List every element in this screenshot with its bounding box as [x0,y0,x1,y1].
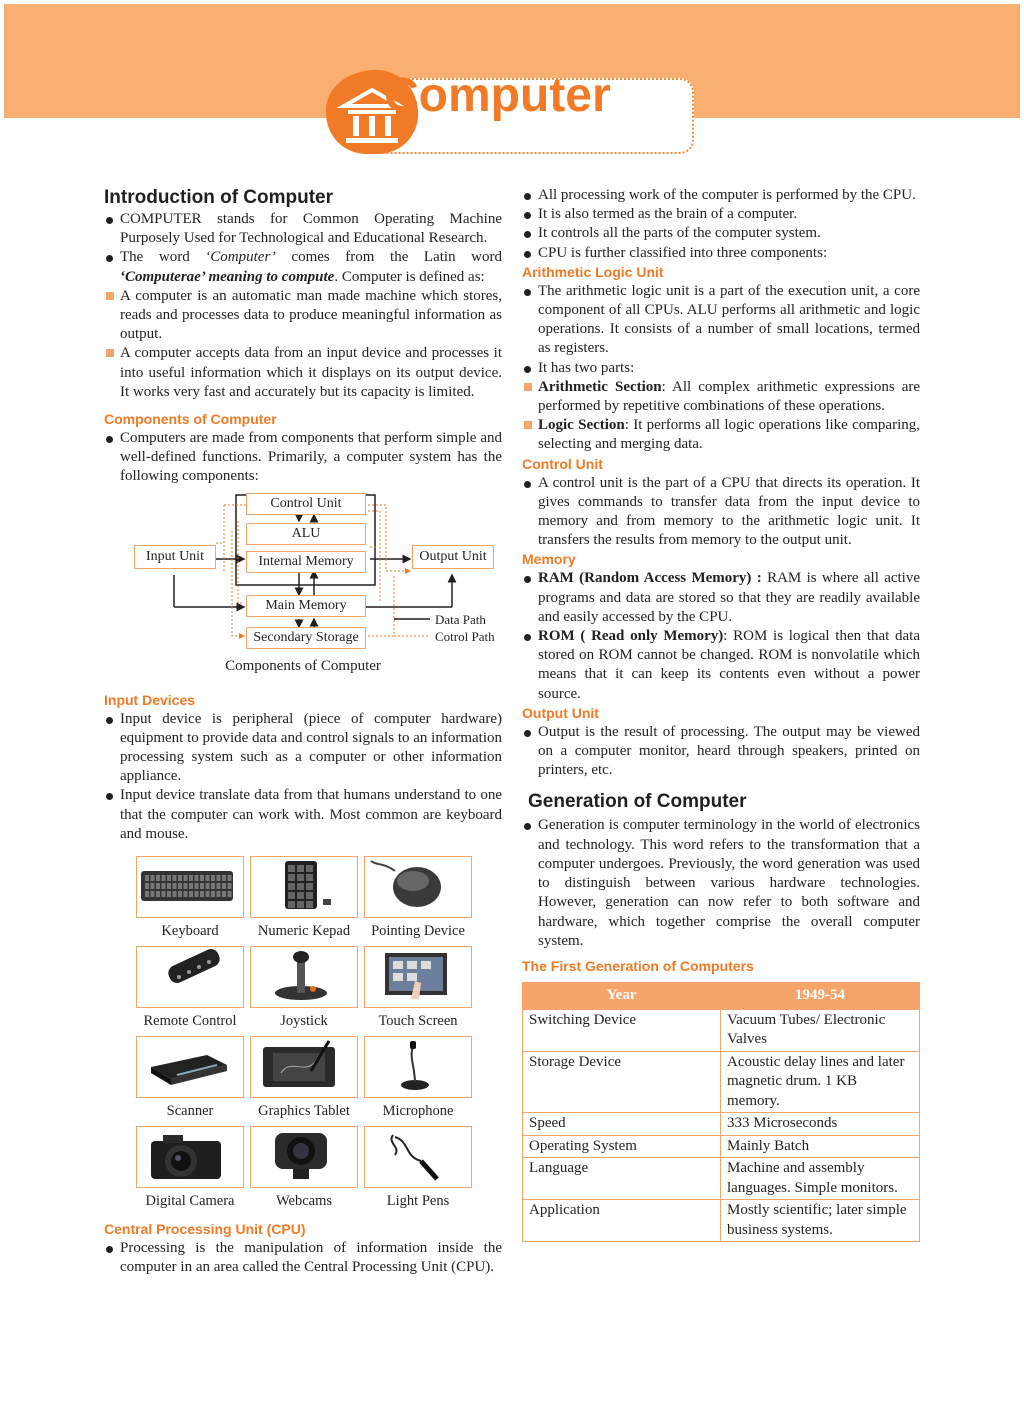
keyboard-icon [136,856,244,918]
text: RAM is where all active programs and data are stored so that they are readily available and easily accessed by the CPU. [538,570,920,625]
device-item [250,856,358,942]
cpu-heading: Central Processing Unit (CPU) [104,1221,306,1238]
text-bold: Logic Section [538,417,625,434]
table-cell-attribute: Language [523,1158,721,1200]
text-italic: ‘Computer’ [205,249,276,266]
main-memory-box: Main Memory [246,595,366,617]
device-item [136,856,244,942]
device-label: Pointing Device [371,923,465,940]
device-item [364,1036,472,1122]
camera-icon [136,1126,244,1188]
device-item [136,946,244,1032]
mouse-icon [364,856,472,918]
components-heading: Components of Computer [104,411,277,428]
table-cell-attribute: Storage Device [523,1051,721,1113]
table-row [523,1158,920,1200]
device-label: Numeric Kepad [257,923,351,940]
alu-bullet-1: The arithmetic logic unit is a part of the execution unit, a core component of all CPUs. ALU performs all arithmetic and logic operations. It consists of a number of small locations, termed as registers. [522,282,920,359]
mem-bullet-2 [522,627,920,704]
webcam-icon [250,1126,358,1188]
device-label: Microphone [382,1103,454,1120]
text: : All complex arithmetic expressions are performed by repetitive combinations of these operations. [538,378,920,415]
table-body [523,1009,920,1242]
intro-square-1: A computer is an automatic man made machine which stores, reads and processes data to produce meaningful information as output. [104,287,502,345]
microphone-icon [364,1036,472,1098]
touch-screen-icon [364,946,472,1008]
memory-heading: Memory [522,551,576,568]
table-cell-value: Acoustic delay lines and later magnetic drum. 1 KB memory. [721,1051,920,1113]
text: comes from the Latin word [275,249,502,266]
text: The word [120,249,206,266]
table-row [523,1009,920,1051]
cpu-bullet-1: Processing is the manipulation of information inside the computer in an area called the Central Processing Unit (CPU). [104,1239,502,1277]
generation-heading: Generation of Computer [528,791,747,813]
text-bold: RAM (Random Access Memory) : [538,570,762,587]
device-item [136,1036,244,1122]
device-item [364,1126,472,1212]
table-cell-attribute: Speed [523,1113,721,1136]
device-item [250,1036,358,1122]
cpu-bullet-3: It is also termed as the brain of a computer. [522,205,920,224]
text-bold: ‘Computerae’ meaning to compute [120,268,335,285]
internal-memory-box: Internal Memory [246,551,366,573]
light-pen-icon [364,1126,472,1188]
text: : It performs all logic operations like comparing, selecting and merging data. [538,417,920,453]
table-cell-value: Mostly scientific; later simple business systems. [721,1200,920,1242]
joystick-icon [250,946,358,1008]
alu-heading: Arithmetic Logic Unit [522,263,664,280]
text: . Computer is defined as: [334,268,485,285]
device-label: Light Pens [386,1193,450,1210]
cpu-bullet-5: CPU is further classified into three components: [522,244,920,263]
control-unit-heading: Control Unit [522,455,603,472]
device-item [250,1126,358,1212]
alu-square-2 [522,416,920,454]
intro-bullet-1: COMPUTER stands for Common Operating Machine Purposely Used for Technological and Educational Research. [104,210,502,248]
left-column [104,186,502,1277]
text-bold: ROM ( Read only Memory) [538,628,724,645]
device-item [364,856,472,942]
components-bullet: Computers are made from components that perform simple and well-defined functions. Primarily, a computer system has the following components: [104,429,502,487]
device-row [136,856,516,942]
legend-control-path: Cotrol Path [435,628,495,644]
chapter-title-badge [322,66,698,156]
cu-bullet-1: A control unit is the part of a CPU that directs its operation. It gives commands to transfer data from the input device to memory and from memory to the arithmetic logic unit. It transfers the results from memory to the output unit. [522,474,920,551]
table-header-year: Year [523,982,721,1009]
device-label: Graphics Tablet [258,1103,350,1120]
device-grid [136,856,516,1212]
device-label: Webcams [275,1193,332,1210]
cpu-bullet-4: It controls all the parts of the computer system. [522,224,920,243]
device-label: Digital Camera [145,1193,235,1210]
device-label: Keyboard [161,923,219,940]
text: : ROM is logical then that data stored on ROM cannot be changed. ROM is nonvolatile which means that it can keep its contents even without a power source. [538,628,921,702]
secondary-storage-box: Secondary Storage [246,627,366,649]
text-bold: Arithmetic Section [538,378,662,395]
table-row [523,1113,920,1136]
table-row [523,1200,920,1242]
control-unit-box: Control Unit [246,493,366,515]
device-label: Joystick [280,1013,328,1030]
device-item [364,946,472,1032]
table-cell-value: Vacuum Tubes/ Electronic Valves [721,1009,920,1051]
alu-box: ALU [246,523,366,545]
device-row [136,946,516,1032]
graphics-tablet-icon [250,1036,358,1098]
right-column [522,186,920,1242]
table-cell-attribute: Application [523,1200,721,1242]
scanner-icon [136,1036,244,1098]
cpu-bullet-2: All processing work of the computer is performed by the CPU. [522,186,920,205]
input-devices-heading: Input Devices [104,691,196,708]
input-bullet-1: Input device is peripheral (piece of computer hardware) equipment to provide data and control signals to an information processing system such as a computer or other information appliance. [104,710,502,787]
numeric-keypad-icon [250,856,358,918]
table-header-value: 1949-54 [721,982,920,1009]
alu-square-1 [522,378,920,416]
table-cell-value: Machine and assembly languages. Simple monitors. [721,1158,920,1200]
page-title: Computer [384,69,611,122]
components-diagram [104,491,502,691]
device-row [136,1036,516,1122]
input-bullet-2: Input device translate data from that humans understand to one that the computer can work with. Most common are keyboard and mouse. [104,786,502,844]
diagram-caption: Components of Computer [225,657,381,674]
output-unit-heading: Output Unit [522,704,599,721]
remote-control-icon [136,946,244,1008]
output-unit-box: Output Unit [412,545,494,569]
alu-bullet-2: It has two parts: [522,359,920,378]
device-label: Scanner [166,1103,214,1120]
table-cell-attribute: Operating System [523,1135,721,1158]
intro-bullet-2 [104,248,502,286]
device-label: Touch Screen [378,1013,458,1030]
out-bullet-1: Output is the result of processing. The output may be viewed on a computer monitor, heard through speakers, printed on printers, etc. [522,723,920,781]
device-row [136,1126,516,1212]
device-label: Remote Control [143,1013,237,1030]
table-cell-value: 333 Microseconds [721,1113,920,1136]
table-row [523,1135,920,1158]
input-unit-box: Input Unit [134,545,216,569]
device-item [250,946,358,1032]
mem-bullet-1 [522,569,920,627]
intro-square-2: A computer accepts data from an input device and processes it into useful information which it displays on its output device. It works very fast and accurately but its capacity is limited. [104,344,502,402]
table-row [523,1051,920,1113]
legend-data-path: Data Path [435,611,486,627]
first-gen-table [522,982,920,1243]
first-gen-heading: The First Generation of Computers [522,957,754,974]
intro-heading: Introduction of Computer [104,187,334,208]
gen-bullet-1: Generation is computer terminology in the world of electronics and technology. This word refers to the transformation that a computer undergoes. Previously, the word generation was used to distinguish between various hardware technologies. However, generation can now refer to both software and hardware, which together comprise the overall computer system. [522,816,920,950]
device-item [136,1126,244,1212]
table-cell-value: Mainly Batch [721,1135,920,1158]
table-cell-attribute: Switching Device [523,1009,721,1051]
